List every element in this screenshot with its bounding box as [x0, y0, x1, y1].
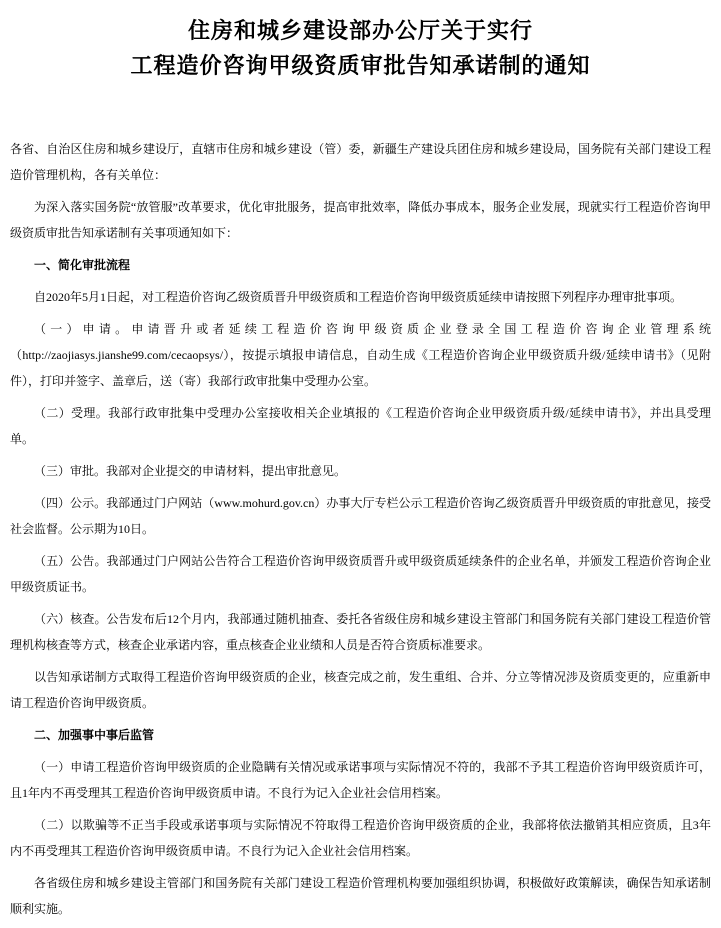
document-title-line2: 工程造价咨询甲级资质审批告知承诺制的通知 — [130, 53, 591, 78]
document-title-line1: 住房和城乡建设部办公厅关于实行 — [187, 18, 533, 43]
body-paragraph: 自2020年5月1日起，对工程造价咨询乙级资质晋升甲级资质和工程造价咨询甲级资质延续申请按照下列程序办理审批事项。 — [34, 290, 683, 304]
section-heading: 二、加强事中事后监管 — [34, 728, 155, 742]
body-paragraph: （三）审批。我部对企业提交的申请材料，提出审批意见。 — [34, 464, 347, 478]
body-paragraph: 为深入落实国务院“放管服”改革要求，优化审批服务，提高审批效率，降低办事成本，服务企业发展，现就实行工程造价咨询甲级资质审批告知承诺制有关事项通知如下： — [10, 200, 711, 240]
document-title — [0, 0, 721, 83]
body-paragraph: 各省、自治区住房和城乡建设厅，直辖市住房和城乡建设（管）委，新疆生产建设兵团住房和城乡建设局，国务院有关部门建设工程造价管理机构，各有关单位： — [10, 142, 711, 182]
body-paragraph: （六）核查。公告发布后12个月内，我部通过随机抽查、委托各省级住房和城乡建设主管部门和国务院有关部门建设工程造价管理机构核查等方式，核查企业承诺内容，重点核查企业业绩和人员是否符合资质标准要求。 — [10, 612, 711, 652]
document-body — [0, 136, 721, 922]
body-paragraph: （二）受理。我部行政审批集中受理办公室接收相关企业填报的《工程造价咨询企业甲级资质升级/延续申请书》，并出具受理单。 — [10, 406, 711, 446]
body-paragraph: （一）申请工程造价咨询甲级资质的企业隐瞒有关情况或承诺事项与实际情况不符的，我部不予其工程造价咨询甲级资质许可，且1年内不再受理其工程造价咨询甲级资质申请。不良行为记入企业社会信用档案。 — [10, 760, 711, 800]
body-paragraph: （二）以欺骗等不正当手段或承诺事项与实际情况不符取得工程造价咨询甲级资质的企业，我部将依法撤销其相应资质，且3年内不再受理其工程造价咨询甲级资质申请。不良行为记入企业社会信用档案。 — [10, 818, 711, 858]
body-paragraph: （五）公告。我部通过门户网站公告符合工程造价咨询甲级资质晋升或甲级资质延续条件的企业名单，并颁发工程造价咨询企业甲级资质证书。 — [10, 554, 711, 594]
section-heading: 一、简化审批流程 — [34, 258, 131, 272]
body-paragraph: （一）申请。申请晋升或者延续工程造价咨询甲级资质企业登录全国工程造价咨询企业管理系统（http://zaojiasys.jianshe99.com/cecaopsys/），按提示填报申请信息，自动生成《工程造价咨询企业甲级资质升级/延续申请书》（见附件），打印并签字、盖章后，送（寄）我部行政审批集中受理办公室。 — [10, 322, 711, 388]
body-paragraph: 各省级住房和城乡建设主管部门和国务院有关部门建设工程造价管理机构要加强组织协调，积极做好政策解读，确保告知承诺制顺利实施。 — [10, 876, 711, 916]
body-paragraph: 以告知承诺制方式取得工程造价咨询甲级资质的企业，核查完成之前，发生重组、合并、分立等情况涉及资质变更的，应重新申请工程造价咨询甲级资质。 — [10, 670, 711, 710]
body-paragraph: （四）公示。我部通过门户网站（www.mohurd.gov.cn）办事大厅专栏公示工程造价咨询乙级资质晋升甲级资质的审批意见，接受社会监督。公示期为10日。 — [10, 496, 711, 536]
